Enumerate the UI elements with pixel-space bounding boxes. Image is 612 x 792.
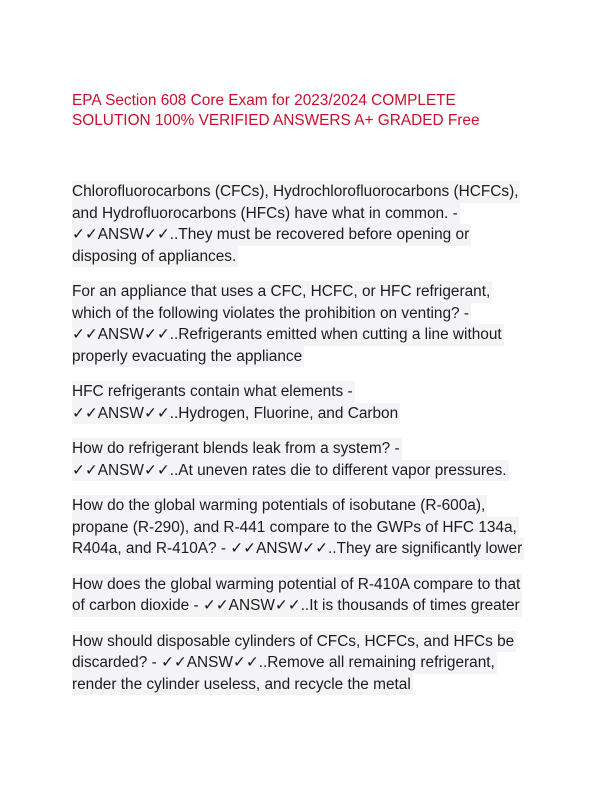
qa-line: For an appliance that uses a CFC, HCFC, or HFC refrigerant, [72,281,492,303]
qa-item [72,381,552,424]
qa-line: ✓✓ANSW✓✓..Hydrogen, Fluorine, and Carbon [72,403,400,425]
title-line: SOLUTION 100% VERIFIED ANSWERS A+ GRADED Free [72,112,480,129]
qa-line: and Hydrofluorocarbons (HFCs) have what in common. - [72,203,460,225]
qa-line: of carbon dioxide - ✓✓ANSW✓✓..It is thousands of times greater [72,595,522,617]
title-line: EPA Section 608 Core Exam for 2023/2024 COMPLETE [72,92,456,109]
qa-line: discarded? - ✓✓ANSW✓✓..Remove all remaining refrigerant, [72,652,497,674]
qa-line: R404a, and R-410A? - ✓✓ANSW✓✓..They are significantly lower [72,538,524,560]
qa-item [72,574,552,617]
document-title [72,91,552,131]
qa-line: How does the global warming potential of R-410A compare to that [72,574,522,596]
qa-line: How should disposable cylinders of CFCs, HCFCs, and HFCs be [72,631,516,653]
qa-line: How do refrigerant blends leak from a system? - [72,438,402,460]
qa-item [72,631,552,696]
qa-item [72,181,552,267]
qa-line: How do the global warming potentials of isobutane (R-600a), [72,495,487,517]
qa-line: ✓✓ANSW✓✓..Refrigerants emitted when cutting a line without [72,324,504,346]
qa-line: which of the following violates the prohibition on venting? - [72,303,471,325]
qa-item [72,438,552,481]
qa-line: ✓✓ANSW✓✓..At uneven rates die to different vapor pressures. [72,460,509,482]
qa-line: propane (R-290), and R-441 compare to the GWPs of HFC 134a, [72,517,519,539]
qa-line: disposing of appliances. [72,246,238,268]
qa-line: render the cylinder useless, and recycle the metal [72,674,413,696]
qa-line: Chlorofluorocarbons (CFCs), Hydrochlorofluorocarbons (HCFCs), [72,181,520,203]
qa-line: properly evacuating the appliance [72,346,304,368]
qa-item [72,281,552,367]
qa-item [72,495,552,560]
qa-line: HFC refrigerants contain what elements - [72,381,355,403]
qa-line: ✓✓ANSW✓✓..They must be recovered before opening or [72,224,471,246]
qa-list [72,181,552,709]
